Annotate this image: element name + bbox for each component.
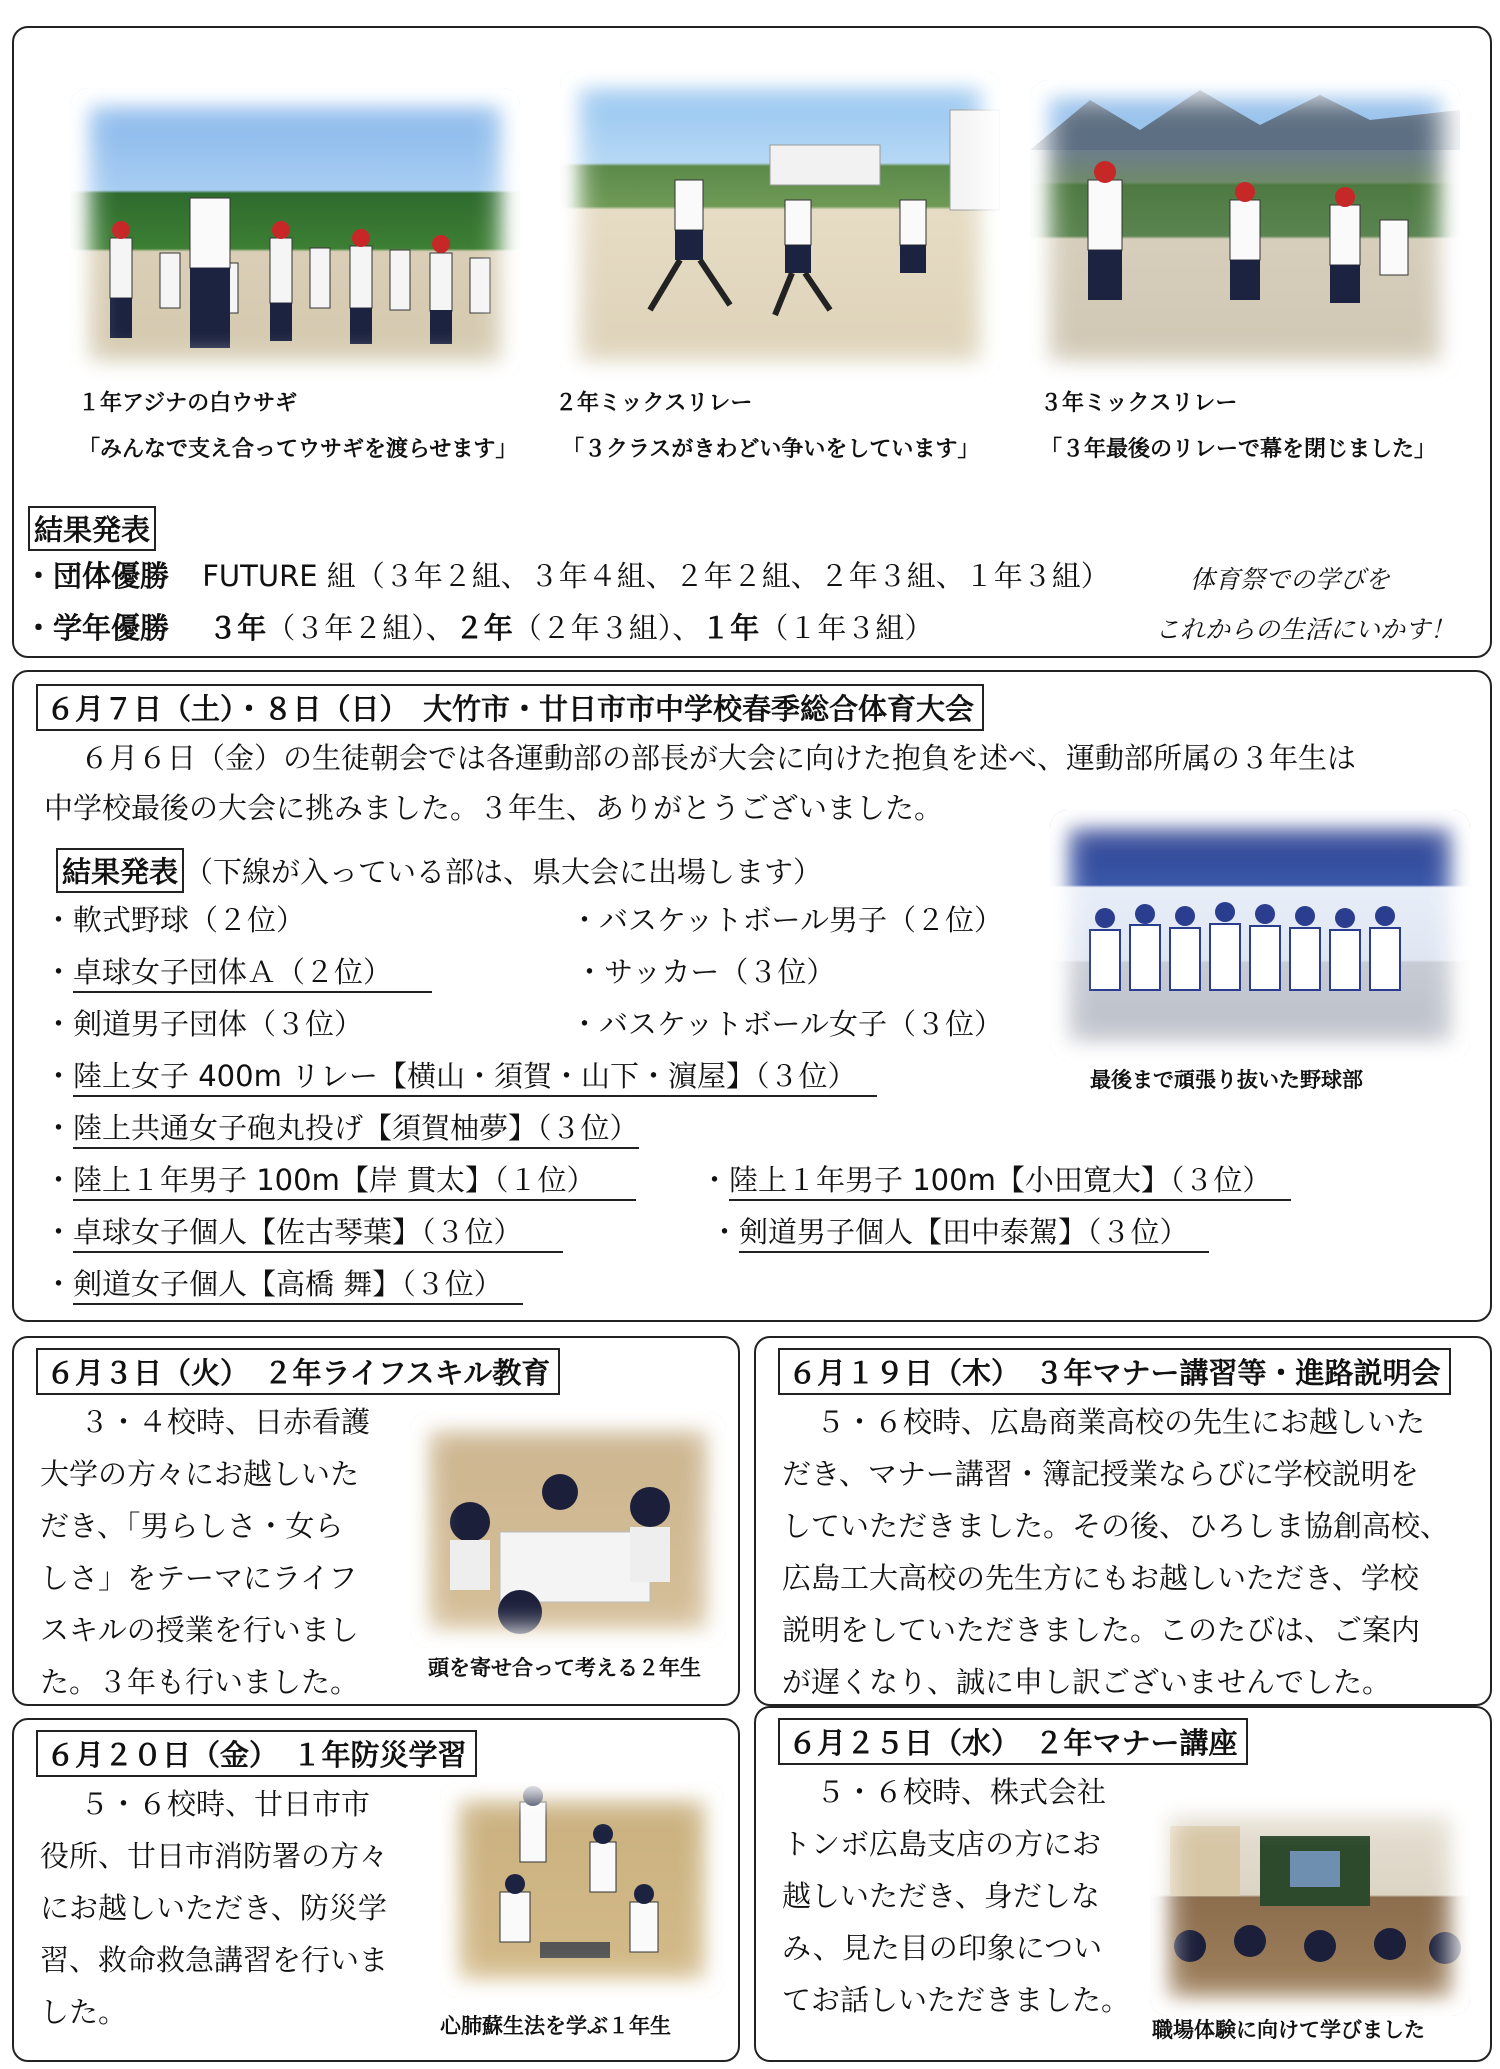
team-victory-text: FUTURE 組（３年２組、３年４組、２年２組、２年３組、１年３組） — [202, 559, 1110, 593]
manner2-heading: ６月２５日（水） ２年マナー講座 — [778, 1718, 1248, 1765]
baseball-photo-caption: 最後まで頑張り抜いた野球部 — [1090, 1068, 1363, 1092]
result-item: 陸上女子 400m リレー【横山・須賀・山下・濵屋】（３位） — [73, 1059, 877, 1097]
team-victory-row — [24, 554, 1110, 595]
photo-cpr — [440, 1782, 724, 1998]
result-item-row8a: ・卓球女子個人【佐古琴葉】（３位） — [44, 1210, 563, 1251]
result-item: ・バスケットボール男子（２位） — [570, 903, 1003, 937]
photo-rabbit-game — [70, 88, 520, 380]
tournament-results-header — [56, 848, 822, 893]
photo3-caption: 「３年最後のリレーで幕を閉じました」 — [1040, 437, 1437, 462]
photo1-title: １年アジナの白ウサギ — [78, 391, 298, 416]
result-item: ・剣道男子団体（３位） — [44, 1007, 364, 1041]
sports-note-line1: 体育祭での学びを — [1190, 565, 1391, 594]
grade3-win: ３年 — [208, 611, 267, 645]
disaster-text: ５・６校時、廿日市市 役所、廿日市消防署の方々 にお越しいただき、防災学 習、救命救急講習を行いま した。 — [40, 1787, 389, 2029]
result-item-row8b: ・剣道男子個人【田中泰駕】（３位） — [710, 1210, 1209, 1251]
tournament-results-label: 結果発表 — [56, 848, 184, 893]
photo-lifeskill — [410, 1412, 726, 1648]
result-item: 卓球女子個人【佐古琴葉】（３位） — [73, 1215, 563, 1253]
result-item: 陸上１年男子 100m【岸 貫太】（１位） — [73, 1163, 636, 1201]
result-item: 陸上１年男子 100m【小田寛大】（３位） — [729, 1163, 1291, 1201]
photo2-caption: 「３クラスがきわどい争いをしています」 — [562, 437, 980, 462]
result-item-row6: ・陸上共通女子砲丸投げ【須賀柚夢】（３位） — [44, 1106, 639, 1147]
photo-classroom — [1150, 1796, 1470, 2016]
result-item-row3: ・卓球女子団体Ａ（２位） — [44, 950, 432, 991]
manner2-text: ５・６校時、株式会社 トンボ広島支店の方にお 越しいただき、身だしな み、見た目の印象につい てお話しいただきました。 — [782, 1775, 1131, 2017]
lifeskill-photo-caption: 頭を寄せ合って考える２年生 — [428, 1656, 701, 1680]
result-item: 剣道男子個人【田中泰駕】（３位） — [739, 1215, 1209, 1253]
tournament-heading: ６月７日（土）・８日（日） 大竹市・廿日市市中学校春季総合体育大会 — [36, 684, 984, 731]
lifeskill-heading: ６月３日（火） ２年ライフスキル教育 — [36, 1348, 560, 1395]
grade2-class: （２年３組）、 — [512, 611, 702, 645]
photo3-title: ３年ミックスリレー — [1040, 391, 1238, 416]
result-item-row7b: ・陸上１年男子 100m【小田寛大】（３位） — [700, 1158, 1291, 1199]
grade1-class: （１年３組） — [759, 611, 934, 645]
grade3-class: （３年２組）、 — [266, 611, 455, 645]
result-item: ・バスケットボール女子（３位） — [570, 1007, 1003, 1041]
manner3-text: ５・６校時、広島商業高校の先生にお越しいた だき、マナー講習・簿記授業ならびに学校説明を していただきました。その後、ひろしま協創高校、 広島工大高校の先生方にもお越しいただき、学校 説明をしていただきました。このたびは、ご案内 が遅くなり、誠に申し訳ございませんでした。 — [782, 1405, 1450, 1699]
result-item-row5: ・陸上女子 400m リレー【横山・須賀・山下・濵屋】（３位） — [44, 1054, 877, 1095]
lifeskill-text: ３・４校時、日赤看護 大学の方々にお越しいた だき、「男らしさ・女ら しさ」をテーマにライフ スキルの授業を行いまし た。３年も行いました。 — [40, 1405, 371, 1699]
disaster-heading: ６月２０日（金） １年防災学習 — [36, 1730, 477, 1777]
team-victory-label: ・団体優勝 — [24, 559, 170, 593]
grade2-win: ２年 — [454, 611, 513, 645]
sports-note-line2: これからの生活にいかす！ — [1155, 615, 1456, 644]
photo-baseball-team — [1050, 810, 1470, 1060]
photo2-title: ２年ミックスリレー — [555, 391, 753, 416]
tournament-intro-2: 中学校最後の大会に挑みました。３年生、ありがとうございました。 — [44, 791, 944, 825]
grade-victory-label: ・学年優勝 — [24, 611, 170, 645]
photo-relay-2nd — [560, 70, 1000, 380]
result-item-row9: ・剣道女子個人【高橋 舞】（３位） — [44, 1262, 523, 1303]
grade1-win: １年 — [701, 611, 760, 645]
result-item: ・サッカー（３位） — [575, 955, 836, 989]
tournament-intro-1: ６月６日（金）の生徒朝会では各運動部の部長が大会に向けた抱負を述べ、運動部所属の３年生は — [80, 741, 1357, 775]
manner3-heading: ６月１９日（木） ３年マナー講習等・進路説明会 — [778, 1348, 1451, 1395]
result-item: 剣道女子個人【高橋 舞】（３位） — [73, 1267, 523, 1305]
photo-relay-3rd — [1030, 80, 1460, 380]
classroom-photo-caption: 職場体験に向けて学びました — [1152, 2018, 1425, 2042]
tournament-results-note: （下線が入っている部は、県大会に出場します） — [184, 855, 823, 889]
sports-results-label: 結果発表 — [28, 506, 156, 551]
photo1-caption: 「みんなで支え合ってウサギを渡らせます」 — [78, 437, 518, 462]
cpr-photo-caption: 心肺蘇生法を学ぶ１年生 — [440, 2014, 671, 2038]
result-item: 陸上共通女子砲丸投げ【須賀柚夢】（３位） — [73, 1111, 639, 1149]
result-item: 卓球女子団体Ａ（２位） — [73, 955, 432, 993]
result-item: ・軟式野球（２位） — [44, 903, 306, 937]
result-item-row7a: ・陸上１年男子 100m【岸 貫太】（１位） — [44, 1158, 636, 1199]
grade-victory-row — [24, 606, 933, 647]
